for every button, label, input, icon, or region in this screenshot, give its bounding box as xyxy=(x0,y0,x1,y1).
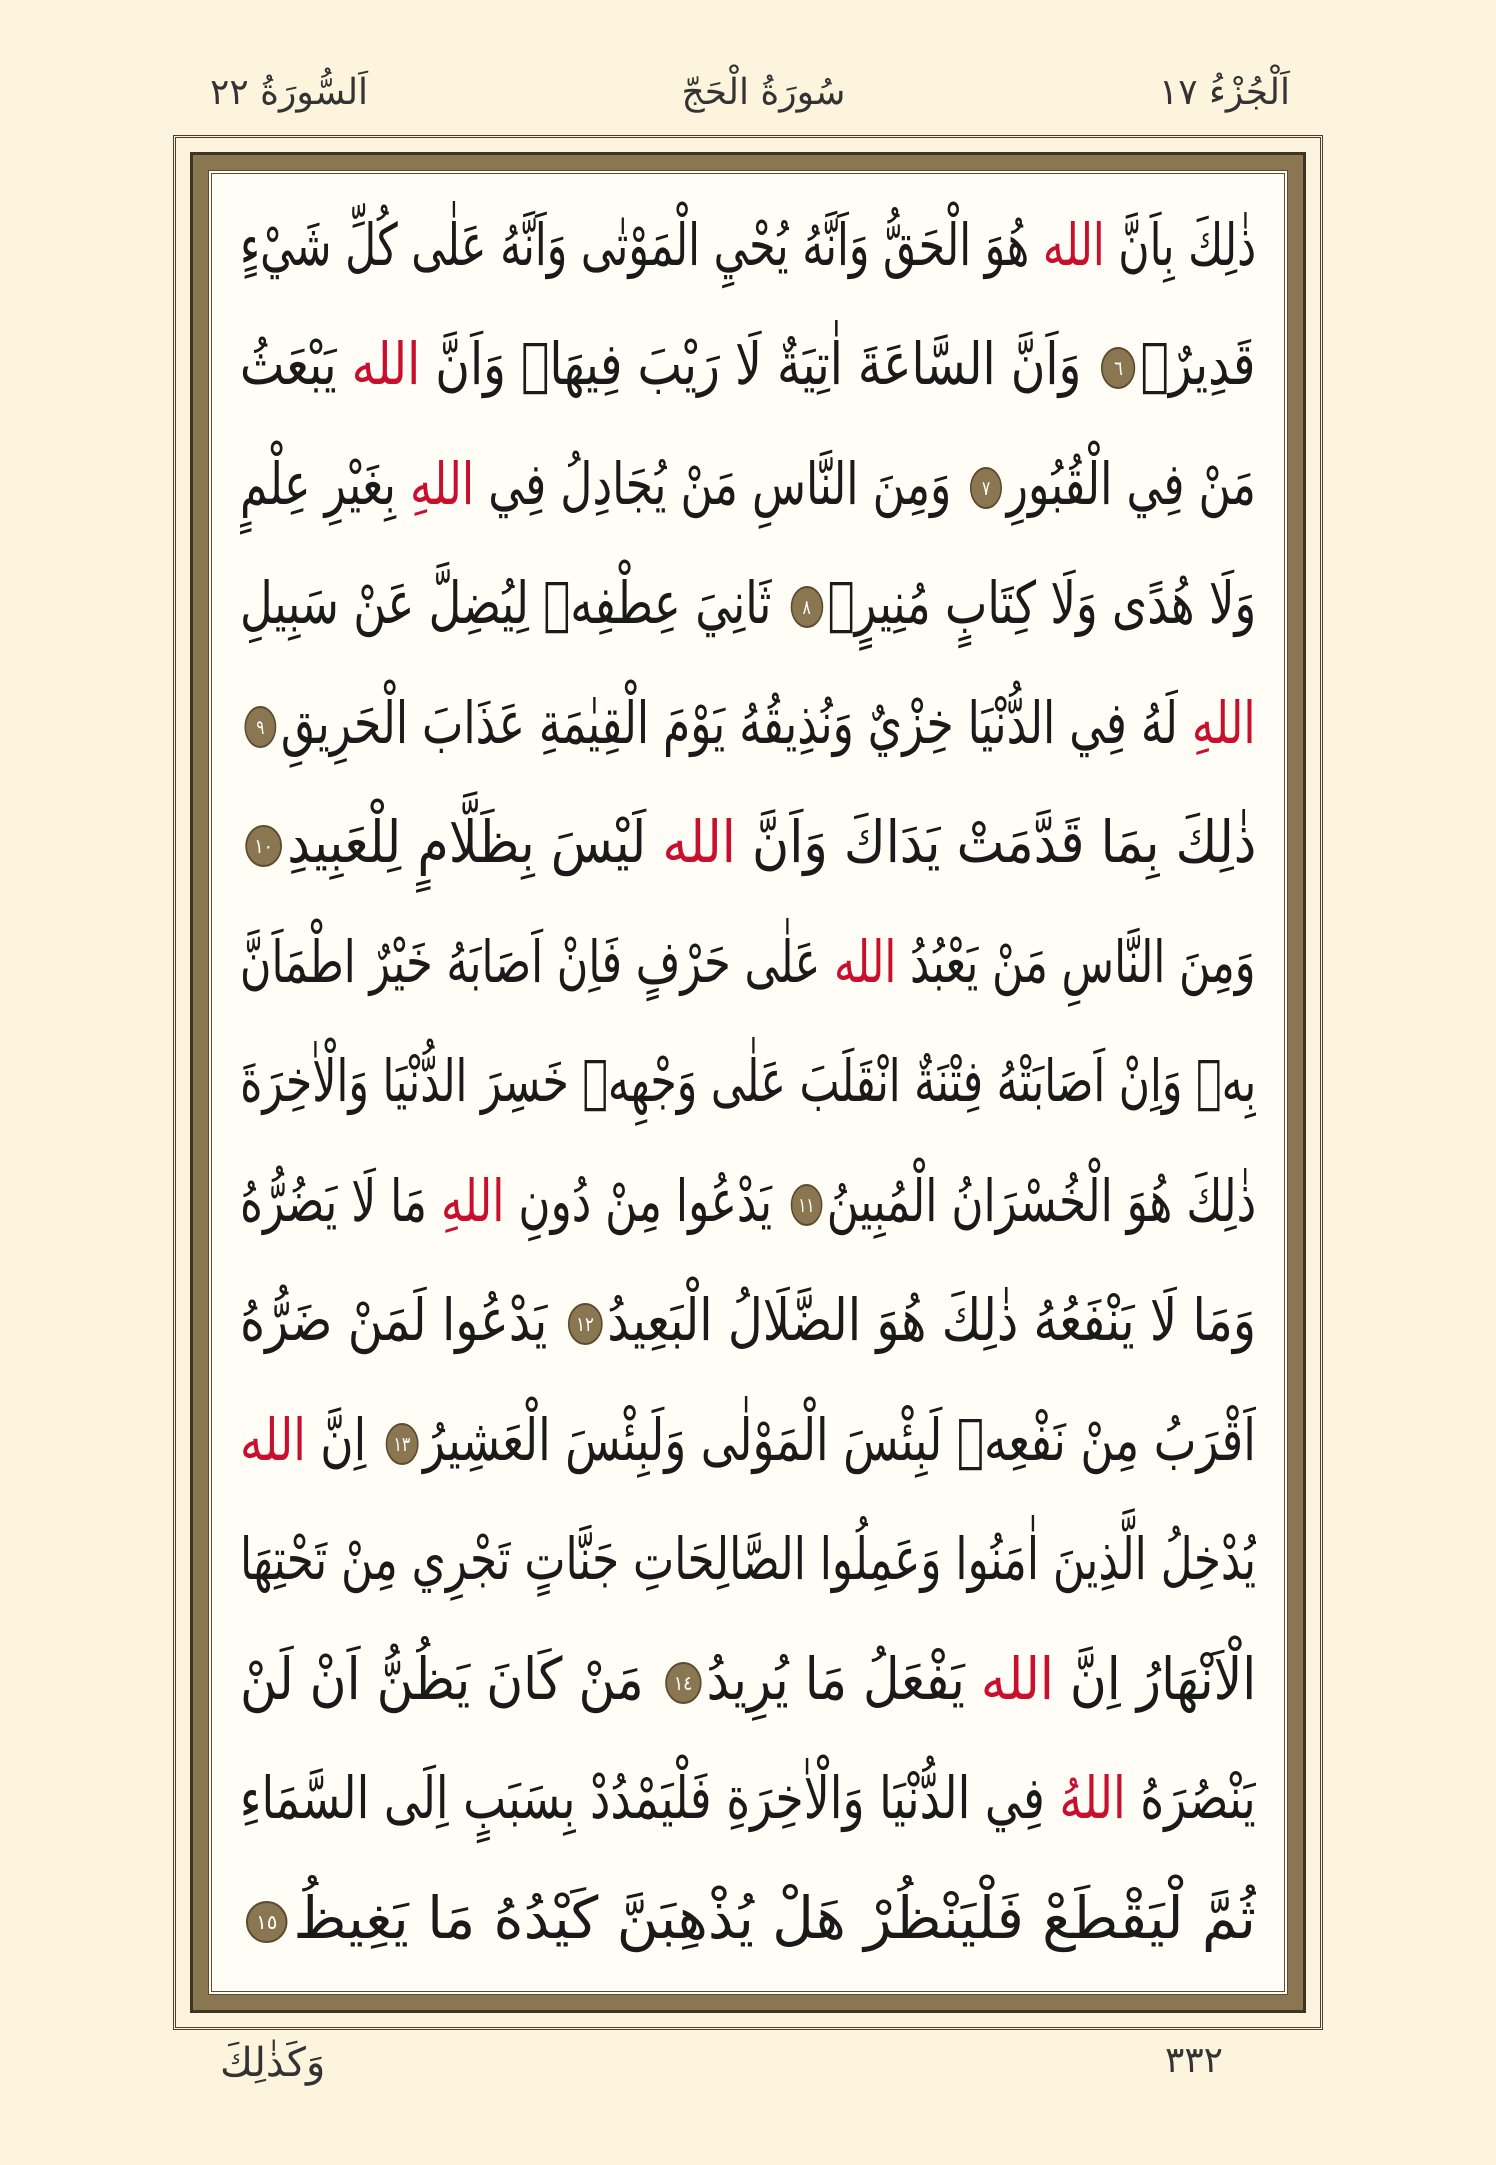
text-line-13 xyxy=(240,1619,1256,1739)
text-line-12 xyxy=(240,1500,1256,1620)
text-line-5 xyxy=(240,663,1256,783)
divine-name: اللهِ xyxy=(410,449,475,518)
ayah-marker: ١٥ xyxy=(246,1901,288,1943)
page-header xyxy=(210,62,1290,122)
ayah-marker: ١٣ xyxy=(386,1423,419,1465)
text-line-2 xyxy=(240,305,1256,425)
text-line-9 xyxy=(240,1141,1256,1261)
text-line-6 xyxy=(240,783,1256,903)
line-6-text: ذٰلِكَ بِمَا قَدَّمَتْ يَدَاكَ وَاَنَّ الله لَيْسَ بِظَلَّامٍ لِلْعَبِيدِ١٠ xyxy=(240,808,1256,876)
line-11-text: اَقْرَبُ مِنْ نَفْعِه۪ لَبِئْسَ الْمَوْلٰى وَلَبِئْسَ الْعَشِيرُ١٣ اِنَّ الله xyxy=(240,1405,1256,1474)
line-10-text: وَمَا لَا يَنْفَعُهُ ذٰلِكَ هُوَ الضَّلَالُ الْبَعِيدُ١٢ يَدْعُوا لَمَنْ ضَرُّهُ xyxy=(240,1286,1256,1355)
line-14-text: يَنْصُرَهُ اللهُ فِي الدُّنْيَا وَالْاٰخِرَةِ فَلْيَمْدُدْ بِسَبَبٍ اِلَى السَّمَاءِ xyxy=(240,1764,1256,1833)
text-line-10 xyxy=(240,1261,1256,1381)
divine-name: الله xyxy=(352,330,421,399)
surah-number-label: اَلسُّورَةُ ٢٢ xyxy=(210,71,369,113)
text-line-3 xyxy=(240,424,1256,544)
line-1-text: ذٰلِكَ بِاَنَّ الله هُوَ الْحَقُّ وَاَنَّهُ يُحْيِ الْمَوْتٰى وَاَنَّهُ عَلٰى كُلِّ شَيْءٍ xyxy=(240,210,1256,279)
line-15-text: ثُمَّ لْيَقْطَعْ فَلْيَنْظُرْ هَلْ يُذْهِبَنَّ كَيْدُهُ مَا يَغِيظُ١٥ xyxy=(240,1884,1256,1952)
quran-text-area xyxy=(240,185,1256,1980)
line-2-text: قَدِيرٌۙ٦ وَاَنَّ السَّاعَةَ اٰتِيَةٌ لَا رَيْبَ فِيهَاۙ وَاَنَّ الله يَبْعَثُ xyxy=(240,330,1256,399)
line-12-text: يُدْخِلُ الَّذِينَ اٰمَنُوا وَعَمِلُوا الصَّالِحَاتِ جَنَّاتٍ تَجْرِي مِنْ تَحْتِهَا xyxy=(240,1525,1256,1594)
line-13-text: الْاَنْهَارُ اِنَّ الله يَفْعَلُ مَا يُرِيدُ١٤ مَنْ كَانَ يَظُنُّ اَنْ لَنْ xyxy=(240,1644,1256,1713)
divine-name: اللهِ xyxy=(440,1166,505,1235)
catchword: وَكَذٰلِكَ xyxy=(220,2040,326,2086)
surah-title: سُورَةُ الْحَجّ xyxy=(681,71,846,113)
text-line-1 xyxy=(240,185,1256,305)
juz-label: اَلْجُزْءُ ١٧ xyxy=(1158,71,1290,113)
text-line-15 xyxy=(240,1858,1256,1978)
line-4-text: وَلَا هُدًى وَلَا كِتَابٍ مُنِيرٍۙ٨ ثَانِيَ عِطْفِه۪ لِيُضِلَّ عَنْ سَبِيلِ xyxy=(240,569,1256,638)
ayah-marker: ٨ xyxy=(790,586,823,628)
line-5-text: اللهِ لَهُ فِي الدُّنْيَا خِزْيٌ وَنُذِيقُهُ يَوْمَ الْقِيٰمَةِ عَذَابَ الْحَرِيقِ٩ xyxy=(240,689,1256,757)
ayah-marker: ٩ xyxy=(245,706,277,748)
divine-name: الله xyxy=(1042,210,1105,279)
line-7-text: وَمِنَ النَّاسِ مَنْ يَعْبُدُ الله عَلٰى حَرْفٍ فَاِنْ اَصَابَهُ خَيْرٌ اطْمَاَنَّ xyxy=(240,927,1256,996)
ayah-marker: ٧ xyxy=(970,467,1002,509)
ayah-marker: ١٤ xyxy=(665,1662,701,1704)
divine-name: الله xyxy=(240,1405,306,1474)
divine-name: الله xyxy=(834,927,897,996)
divine-name: الله xyxy=(661,808,736,877)
ayah-marker: ١١ xyxy=(790,1184,822,1226)
line-3-text: مَنْ فِي الْقُبُورِ٧ وَمِنَ النَّاسِ مَنْ يُجَادِلُ فِي اللهِ بِغَيْرِ عِلْمٍ xyxy=(240,449,1256,518)
text-line-8 xyxy=(240,1022,1256,1142)
line-8-text: بِه۪ وَاِنْ اَصَابَتْهُ فِتْنَةٌ انْقَلَبَ عَلٰى وَجْهِه۪ خَسِرَ الدُّنْيَا وَالْاٰخِرَةَ xyxy=(240,1047,1256,1116)
divine-name: اللهِ xyxy=(1192,688,1256,757)
ayah-marker: ٦ xyxy=(1102,347,1136,389)
page-number: ٣٣٢ xyxy=(1165,2040,1224,2081)
text-line-11 xyxy=(240,1380,1256,1500)
divine-name: الله xyxy=(980,1644,1054,1713)
text-line-4 xyxy=(240,544,1256,664)
ayah-marker: ١٢ xyxy=(568,1303,603,1345)
divine-name: اللهُ xyxy=(1059,1764,1127,1833)
text-line-7 xyxy=(240,902,1256,1022)
line-9-text: ذٰلِكَ هُوَ الْخُسْرَانُ الْمُبِينُ١١ يَدْعُوا مِنْ دُونِ اللهِ مَا لَا يَضُرُّهُ xyxy=(240,1166,1256,1235)
ayah-marker: ١٠ xyxy=(245,825,282,867)
text-line-14 xyxy=(240,1739,1256,1859)
